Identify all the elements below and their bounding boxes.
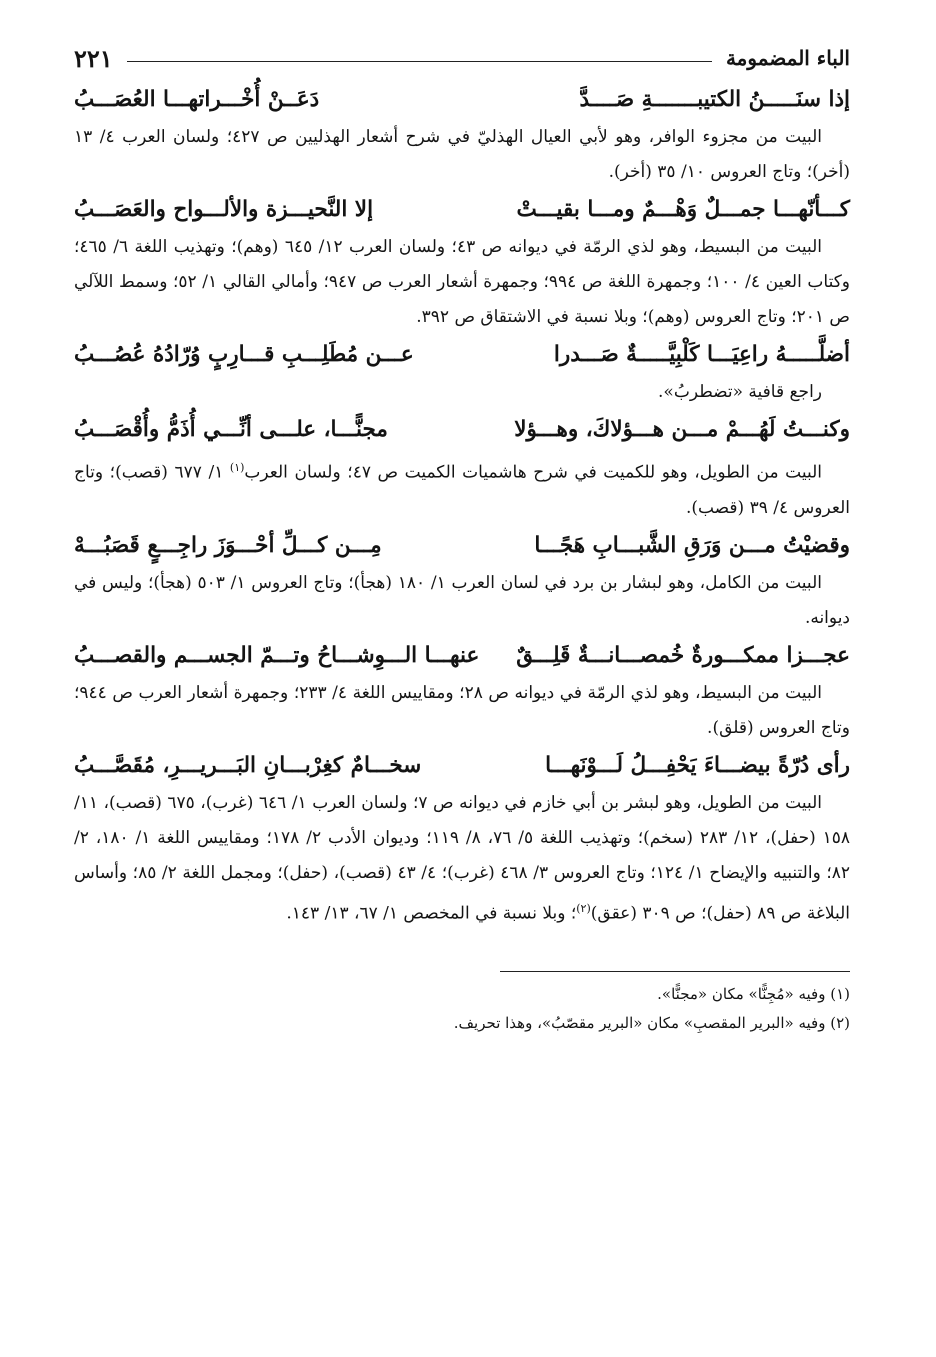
poetry-entry-3 [74, 339, 850, 410]
verse-second-hemistich: إلا النَّحيـــزة والألـــواح والعَصَـــبُ [74, 197, 374, 222]
verse-second-hemistich: عـــن مُطَلِـــبِ قـــارِبٍ وُرّادُهُ عُصُـــبُ [74, 342, 414, 367]
footnote-reference[interactable]: (١) [229, 461, 245, 474]
verse-commentary: البيت من البسيط، وهو لذي الرمّة في ديوانه ص ٢٨؛ ومقاييس اللغة ٤/ ٢٣٣؛ وجمهرة أشعار العرب ص ٩٤٤؛ وتاج العروس (قلق). [74, 682, 850, 738]
footnote-reference[interactable]: (٢) [576, 901, 591, 915]
page-header [74, 38, 850, 78]
verse-commentary: راجع قافية «تضطربُ». [658, 382, 822, 402]
footnote-2: (٢) وفيه «البرير المقصبِ» مكان «البرير مقصّبُ»، وهذا تحريف. [453, 1014, 850, 1033]
footnote-1: (١) وفيه «مُجِنًّا» مكان «مجنًّا». [657, 985, 850, 1004]
verse-second-hemistich: مجنًّـــا، علـــى أنِّـــي أُذَمُّ وأُقْصَـــبُ [74, 417, 388, 442]
verse [74, 84, 850, 116]
commentary-text: ؛ وبلا نسبة في المخصص ١/ ٦٧، ١٣/ ١٤٣. [286, 903, 577, 924]
running-head: الباء المضمومة [725, 46, 850, 70]
verse-second-hemistich: دَعَــنْ أُخْـــراتهـــا العُصَـــبُ [74, 87, 320, 112]
poetry-entry-5 [74, 530, 850, 636]
footnote-separator [500, 971, 850, 972]
verse-first-hemistich: أضلَّـــــهُ راعِيَـــا كَلْبِيَّـــــةٌ صَـــدرا [553, 342, 850, 367]
verse [74, 640, 850, 672]
commentary-text: البيت من الطويل، وهو لبشر بن أبي خازم في ديوانه ص ٧؛ ولسان العرب ١/ ٦٤٦ (غرب)، ٦٧٥ (قصب)، ١١/ ١٥٨ (حفل)، ١٢/ ٢٨٣ (سخم)؛ وتهذيب اللغة ٥/ ٧٦، ٨/ ١١٩؛ وديوان الأدب ٢/ ١٧٨؛ ومقاييس اللغة ١/ ١٨٠، ٢/ ٨٢؛ والتنبيه والإيضاح ١/ ١٢٤؛ وتاج العروس ٣/ ٤٦٨ (غرب)؛ ٤/ ٤٣ (قصب)، (حفل)؛ ومجمل اللغة ٢/ ٨٥؛ وأساس البلاغة ص ٨٩ (حفل)؛ ص ٣٠٩ (عقق) [74, 792, 851, 924]
verse-first-hemistich: وكنـــتُ لَهُـــمْ مـــن هـــؤلاكَ، وهـــؤلا [514, 417, 850, 442]
poetry-entry-7 [74, 750, 850, 932]
header-rule [127, 61, 712, 62]
verse-first-hemistich: عجـــزا ممكـــورةٌ خُمصـــانـــةٌ قَلِـــقٌ [516, 642, 850, 668]
verse-second-hemistich: عنهـــا الـــوِشـــاحُ وتـــمّ الجســـم والقصـــبُ [74, 642, 480, 668]
verse [74, 750, 850, 782]
verse [74, 194, 850, 226]
verse-commentary: البيت من البسيط، وهو لذي الرمّة في ديوانه ص ٤٣؛ ولسان العرب ١٢/ ٦٤٥ (وهم)؛ وتهذيب اللغة ٦/ ٤٦٥؛ وكتاب العين ٤/ ١٠٠؛ وجمهرة اللغة ص ٩٩٤؛ وجمهرة أشعار العرب ص ٩٤٧؛ وأمالي القالي ١/ ٥٢؛ وسمط اللآلي ص ٢٠١؛ وتاج العروس (وهم)؛ وبلا نسبة في الاشتقاق ص ٣٩٢. [74, 237, 850, 327]
poetry-entry-4 [74, 414, 850, 526]
commentary-text: ١/ ٦٧٧ (قصب)؛ وتاج العروس ٤/ ٣٩ (قصب). [74, 462, 850, 518]
verse-commentary: البيت من الكامل، وهو لبشار بن برد في لسان العرب ١/ ١٨٠ (هجأ)؛ وتاج العروس ١/ ٥٠٣ (هجأ)؛ وليس في ديوانه. [74, 572, 850, 628]
verse [74, 339, 850, 371]
verse-commentary [74, 786, 850, 932]
verse [74, 530, 850, 562]
verse-first-hemistich: إذا سنَـــــنُ الكتيبـــــــةِ صَــــدَّ [579, 87, 850, 112]
commentary-text: البيت من الطويل، وهو للكميت في شرح هاشميات الكميت ص ٤٧؛ ولسان العرب [244, 462, 823, 483]
verse [74, 414, 850, 446]
verse-first-hemistich: وقضيْتُ مـــن وَرَقِ الشَّبـــابِ هَجًـــا [534, 532, 850, 558]
verse-commentary [74, 450, 850, 526]
verse-commentary: البيت من مجزوء الوافر، وهو لأبي العيال الهذليّ في شرح أشعار الهذليين ص ٤٢٧؛ ولسان العرب ٤/ ١٣ (أخر)؛ وتاج العروس ١٠/ ٣٥ (أخر). [74, 127, 850, 182]
verse-first-hemistich: كـــأنّهـــا جمـــلٌ وَهْـــمٌ ومـــا بقيـــتْ [516, 197, 850, 222]
poetry-entry-2 [74, 194, 850, 335]
verse-second-hemistich: سخـــامٌ كغِرْبـــانِ البَـــريـــرِ، مُقَصَّـــبُ [74, 752, 422, 778]
poetry-entry-1 [74, 84, 850, 190]
verse-first-hemistich: رأى دُرّةً بيضـــاءَ يَحْفِـــلُ لَـــوْنَهـــا [545, 752, 850, 778]
verse-second-hemistich: مِـــن كـــلِّ أحْـــوَزَ راجِـــعٍ قَصَبُـــهْ [74, 532, 382, 558]
page-number: ٢٢١ [74, 43, 113, 73]
poetry-entry-6 [74, 640, 850, 746]
